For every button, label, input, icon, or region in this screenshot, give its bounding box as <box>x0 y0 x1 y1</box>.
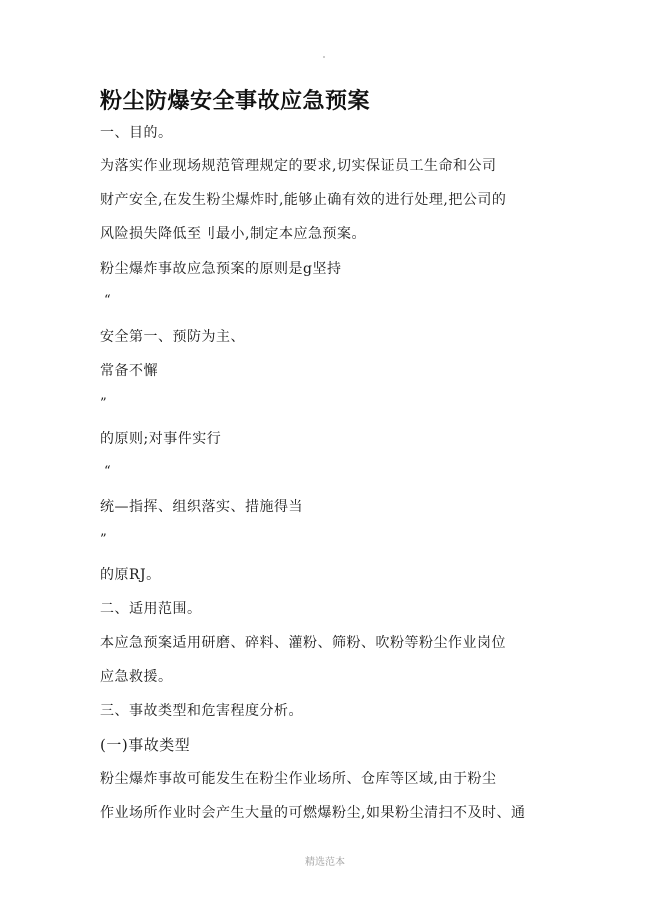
paragraph-line: 的原则;对事件实行 <box>100 431 222 447</box>
paragraph-line: 风险损失降低至刂最小,制定本应急预案。 <box>100 226 366 242</box>
paragraph-line: 应急救援。 <box>100 669 173 685</box>
close-quote: ” <box>100 396 108 411</box>
paragraph-line: 的原RJ。 <box>100 567 161 583</box>
paragraph-line: 粉尘爆炸事故应急预案的原则是g坚持 <box>100 261 342 277</box>
section-heading-purpose: 一、目的。 <box>100 125 173 141</box>
open-quote: “ <box>104 293 112 308</box>
paragraph-line: 安全第一、预防为主、 <box>100 329 245 345</box>
subsection-heading-accident-types: (一)事故类型 <box>100 736 191 754</box>
page-title: 粉尘防爆安全事故应急预案 <box>100 89 371 114</box>
paragraph-line: 统—指挥、组织落实、措施得当 <box>100 499 303 515</box>
close-quote: ” <box>100 532 108 547</box>
paragraph-line: 本应急预案适用研磨、碎料、灌粉、筛粉、吹粉等粉尘作业岗位 <box>100 635 506 651</box>
paragraph-line: 作业场所作业时会产生大量的可燃爆粉尘,如果粉尘清扫不及时、通 <box>100 805 526 821</box>
open-quote: “ <box>104 464 112 479</box>
paragraph-line: 常备不懈 <box>100 363 158 379</box>
paragraph-line: 粉尘爆炸事故可能发生在粉尘作业场所、仓库等区域,由于粉尘 <box>100 771 497 787</box>
section-heading-accident-analysis: 三、事故类型和危害程度分析。 <box>100 703 303 719</box>
paragraph-line: 财产安全,在发生粉尘爆炸时,能够止确有效的进行处理,把公司的 <box>100 192 507 208</box>
paragraph-line: 为落实作业现场规范管理规定的要求,切实保证员工生命和公司 <box>100 158 497 174</box>
page-mark <box>323 56 325 58</box>
section-heading-scope: 二、适用范围。 <box>100 601 202 617</box>
page-footer: 精选范本 <box>305 857 345 868</box>
